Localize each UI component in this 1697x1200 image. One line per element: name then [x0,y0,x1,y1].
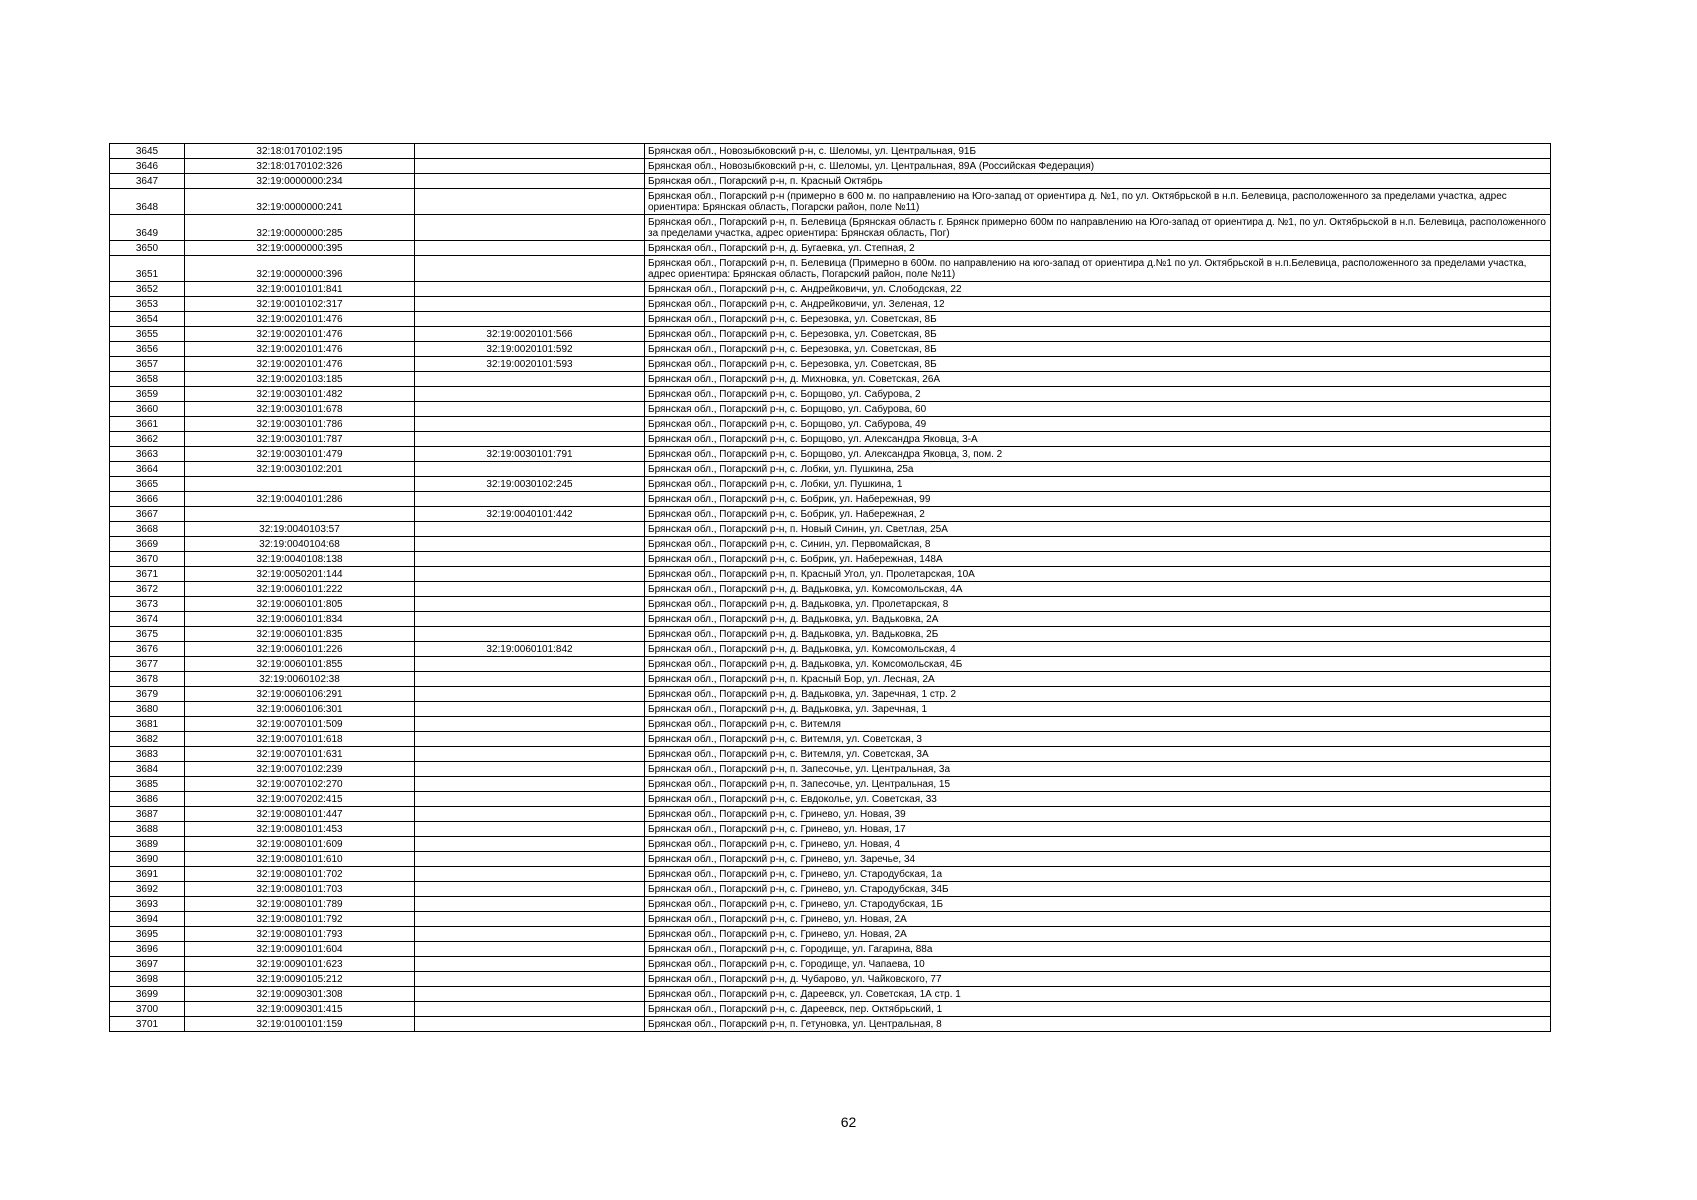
object-number-cell [415,492,645,507]
object-number-cell: 32:19:0020101:593 [415,357,645,372]
address-cell: Брянская обл., Погарский р-н, с. Березовка, ул. Советская, 8Б [645,327,1551,342]
object-number-cell [415,174,645,189]
cadastral-number-cell [185,507,415,522]
address-cell: Брянская обл., Погарский р-н, с. Дареевск, ул. Советская, 1А стр. 1 [645,987,1551,1002]
row-number-cell: 3682 [110,732,185,747]
table-row [110,717,1551,732]
object-number-cell [415,792,645,807]
object-number-cell [415,372,645,387]
cadastral-number-cell: 32:19:0080101:447 [185,807,415,822]
row-number-cell: 3681 [110,717,185,732]
address-cell: Брянская обл., Погарский р-н, с. Витемля [645,717,1551,732]
address-cell: Брянская обл., Погарский р-н, д. Вадьковка, ул. Комсомольская, 4Б [645,657,1551,672]
address-cell: Брянская обл., Погарский р-н, с. Гринево, ул. Новая, 4 [645,837,1551,852]
object-number-cell [415,159,645,174]
cadastral-number-cell: 32:19:0030102:201 [185,462,415,477]
address-cell: Брянская обл., Погарский р-н, с. Борщово, ул. Александра Яковца, 3, пом. 2 [645,447,1551,462]
cadastral-number-cell: 32:19:0080101:793 [185,927,415,942]
row-number-cell: 3692 [110,882,185,897]
cadastral-number-cell: 32:19:0020103:185 [185,372,415,387]
row-number-cell: 3674 [110,612,185,627]
cadastral-number-cell: 32:19:0060101:805 [185,597,415,612]
row-number-cell: 3646 [110,159,185,174]
table-row [110,174,1551,189]
object-number-cell [415,822,645,837]
address-cell: Брянская обл., Погарский р-н, п. Красный Угол, ул. Пролетарская, 10А [645,567,1551,582]
table-row [110,747,1551,762]
table-row [110,537,1551,552]
cadastral-number-cell: 32:19:0060102:38 [185,672,415,687]
table-row [110,627,1551,642]
address-cell: Брянская обл., Погарский р-н, с. Борщово, ул. Александра Яковца, 3-А [645,432,1551,447]
row-number-cell: 3697 [110,957,185,972]
address-cell: Брянская обл., Погарский р-н, с. Березовка, ул. Советская, 8Б [645,357,1551,372]
address-cell: Брянская обл., Погарский р-н, п. Белевица (Примерно в 600м. по направлению на юго-запад от ориентира д.№1 по ул. Октябрьской в н.п.Белевица, расположенного за пределами участка, адрес ориентира: Брянская область, Погарский район, поле №11) [645,256,1551,282]
row-number-cell: 3660 [110,402,185,417]
table-row [110,567,1551,582]
table-row [110,241,1551,256]
table-row [110,552,1551,567]
table-row [110,882,1551,897]
row-number-cell: 3665 [110,477,185,492]
object-number-cell [415,972,645,987]
table-row [110,342,1551,357]
object-number-cell [415,687,645,702]
cadastral-number-cell: 32:19:0090301:415 [185,1002,415,1017]
object-number-cell [415,957,645,972]
object-number-cell: 32:19:0020101:566 [415,327,645,342]
address-cell: Брянская обл., Погарский р-н, п. Гетуновка, ул. Центральная, 8 [645,1017,1551,1032]
table-row [110,822,1551,837]
cadastral-number-cell: 32:19:0100101:159 [185,1017,415,1032]
table-row [110,837,1551,852]
table-row [110,327,1551,342]
row-number-cell: 3653 [110,297,185,312]
address-cell: Брянская обл., Погарский р-н, д. Вадьковка, ул. Пролетарская, 8 [645,597,1551,612]
table-row [110,492,1551,507]
address-cell: Брянская обл., Новозыбковский р-н, с. Шеломы, ул. Центральная, 91Б [645,144,1551,159]
cadastral-number-cell: 32:19:0000000:241 [185,189,415,215]
row-number-cell: 3685 [110,777,185,792]
row-number-cell: 3662 [110,432,185,447]
table-body [110,144,1551,1032]
table-row [110,657,1551,672]
table-row [110,687,1551,702]
cadastral-number-cell: 32:19:0000000:285 [185,215,415,241]
object-number-cell [415,189,645,215]
address-cell: Брянская обл., Погарский р-н, с. Городище, ул. Гагарина, 88а [645,942,1551,957]
address-cell: Брянская обл., Погарский р-н, с. Гринево, ул. Стародубская, 34Б [645,882,1551,897]
row-number-cell: 3669 [110,537,185,552]
row-number-cell: 3700 [110,1002,185,1017]
cadastral-number-cell: 32:19:0080101:792 [185,912,415,927]
address-cell: Брянская обл., Погарский р-н, с. Дареевск, пер. Октябрьский, 1 [645,1002,1551,1017]
table-row [110,672,1551,687]
cadastral-number-cell: 32:19:0090101:623 [185,957,415,972]
object-number-cell [415,912,645,927]
row-number-cell: 3667 [110,507,185,522]
address-cell: Брянская обл., Погарский р-н, с. Гринево, ул. Новая, 2А [645,927,1551,942]
table-row [110,387,1551,402]
cadastral-number-cell: 32:19:0040103:57 [185,522,415,537]
table-row [110,282,1551,297]
cadastral-number-cell: 32:19:0060101:855 [185,657,415,672]
address-cell: Брянская обл., Погарский р-н, с. Андрейковичи, ул. Зеленая, 12 [645,297,1551,312]
address-cell: Брянская обл., Погарский р-н, с. Бобрик, ул. Набережная, 2 [645,507,1551,522]
table-row [110,912,1551,927]
object-number-cell [415,867,645,882]
cadastral-number-cell: 32:18:0170102:195 [185,144,415,159]
cadastral-number-cell: 32:19:0030101:786 [185,417,415,432]
cadastral-number-cell: 32:19:0090301:308 [185,987,415,1002]
row-number-cell: 3677 [110,657,185,672]
row-number-cell: 3658 [110,372,185,387]
row-number-cell: 3645 [110,144,185,159]
row-number-cell: 3691 [110,867,185,882]
address-cell: Брянская обл., Погарский р-н, с. Витемля, ул. Советская, 3 [645,732,1551,747]
address-cell: Брянская обл., Погарский р-н, п. Запесочье, ул. Центральная, 3а [645,762,1551,777]
row-number-cell: 3656 [110,342,185,357]
object-number-cell [415,747,645,762]
object-number-cell: 32:19:0060101:842 [415,642,645,657]
address-cell: Брянская обл., Погарский р-н, д. Вадьковка, ул. Вадьковка, 2Б [645,627,1551,642]
row-number-cell: 3689 [110,837,185,852]
object-number-cell [415,417,645,432]
object-number-cell: 32:19:0040101:442 [415,507,645,522]
row-number-cell: 3649 [110,215,185,241]
object-number-cell: 32:19:0030102:245 [415,477,645,492]
row-number-cell: 3683 [110,747,185,762]
cadastral-number-cell: 32:19:0060101:835 [185,627,415,642]
table-row [110,792,1551,807]
address-cell: Брянская обл., Погарский р-н, с. Гринево, ул. Новая, 2А [645,912,1551,927]
object-number-cell [415,312,645,327]
cadastral-number-cell: 32:19:0080101:703 [185,882,415,897]
object-number-cell [415,241,645,256]
row-number-cell: 3701 [110,1017,185,1032]
object-number-cell [415,702,645,717]
address-cell: Брянская обл., Погарский р-н, с. Лобки, ул. Пушкина, 25а [645,462,1551,477]
object-number-cell [415,627,645,642]
address-cell: Брянская обл., Погарский р-н, д. Бугаевка, ул. Степная, 2 [645,241,1551,256]
object-number-cell [415,927,645,942]
table-row [110,1017,1551,1032]
row-number-cell: 3670 [110,552,185,567]
table-row [110,159,1551,174]
row-number-cell: 3673 [110,597,185,612]
address-cell: Брянская обл., Погарский р-н, с. Евдоколье, ул. Советская, 33 [645,792,1551,807]
object-number-cell [415,552,645,567]
row-number-cell: 3696 [110,942,185,957]
row-number-cell: 3687 [110,807,185,822]
address-cell: Брянская обл., Погарский р-н, с. Борщово, ул. Сабурова, 2 [645,387,1551,402]
page-number: 62 [840,1114,857,1130]
cadastral-number-cell: 32:19:0080101:702 [185,867,415,882]
address-cell: Брянская обл., Погарский р-н, д. Чубарово, ул. Чайковского, 77 [645,972,1551,987]
address-cell: Брянская обл., Погарский р-н, с. Гринево, ул. Новая, 17 [645,822,1551,837]
cadastral-number-cell: 32:19:0020101:476 [185,357,415,372]
address-cell: Брянская обл., Погарский р-н, п. Новый Синин, ул. Светлая, 25А [645,522,1551,537]
address-cell: Брянская обл., Погарский р-н, п. Запесочье, ул. Центральная, 15 [645,777,1551,792]
row-number-cell: 3686 [110,792,185,807]
table-row [110,732,1551,747]
object-number-cell [415,837,645,852]
cadastral-number-cell: 32:19:0040104:68 [185,537,415,552]
object-number-cell [415,942,645,957]
table-row [110,612,1551,627]
table-row [110,762,1551,777]
table-row [110,522,1551,537]
table-row [110,702,1551,717]
table-row [110,987,1551,1002]
row-number-cell: 3695 [110,927,185,942]
table-row [110,777,1551,792]
object-number-cell [415,657,645,672]
row-number-cell: 3688 [110,822,185,837]
cadastral-number-cell: 32:19:0060101:222 [185,582,415,597]
address-cell: Брянская обл., Погарский р-н, с. Березовка, ул. Советская, 8Б [645,342,1551,357]
address-cell: Брянская обл., Новозыбковский р-н, с. Шеломы, ул. Центральная, 89А (Российская Федерация) [645,159,1551,174]
table-row [110,897,1551,912]
row-number-cell: 3668 [110,522,185,537]
row-number-cell: 3650 [110,241,185,256]
table-row [110,957,1551,972]
cadastral-number-cell: 32:19:0070102:270 [185,777,415,792]
row-number-cell: 3648 [110,189,185,215]
cadastral-number-cell: 32:19:0030101:787 [185,432,415,447]
row-number-cell: 3679 [110,687,185,702]
object-number-cell [415,522,645,537]
cadastral-number-cell: 32:19:0080101:609 [185,837,415,852]
address-cell: Брянская обл., Погарский р-н (примерно в 600 м. по направлению на Юго-запад от ориентира д. №1, по ул. Октябрьской в н.п. Белевица, расположенного за пределами участка, адрес ориентира: Брянская область, Погарски район, поле №11) [645,189,1551,215]
object-number-cell [415,567,645,582]
row-number-cell: 3675 [110,627,185,642]
row-number-cell: 3693 [110,897,185,912]
cadastral-number-cell: 32:19:0010101:841 [185,282,415,297]
row-number-cell: 3676 [110,642,185,657]
address-cell: Брянская обл., Погарский р-н, с. Березовка, ул. Советская, 8Б [645,312,1551,327]
address-cell: Брянская обл., Погарский р-н, п. Красный Бор, ул. Лесная, 2А [645,672,1551,687]
cadastral-number-cell: 32:19:0080101:789 [185,897,415,912]
table-row [110,144,1551,159]
row-number-cell: 3661 [110,417,185,432]
table-row [110,807,1551,822]
row-number-cell: 3690 [110,852,185,867]
cadastral-number-cell: 32:19:0080101:610 [185,852,415,867]
table-row [110,597,1551,612]
table-row [110,462,1551,477]
cadastral-number-cell: 32:19:0020101:476 [185,327,415,342]
row-number-cell: 3651 [110,256,185,282]
cadastral-number-cell: 32:19:0060101:226 [185,642,415,657]
object-number-cell [415,1002,645,1017]
table-row [110,417,1551,432]
row-number-cell: 3655 [110,327,185,342]
object-number-cell [415,537,645,552]
cadastral-number-cell: 32:19:0080101:453 [185,822,415,837]
cadastral-number-cell: 32:19:0030101:479 [185,447,415,462]
address-cell: Брянская обл., Погарский р-н, п. Белевица (Брянская область г. Брянск примерно 600м по направлению на Юго-запад от ориентира д. №1, по ул. Октябрьской в н.п. Белевица, расположенного за пределами участка, адрес ориентира: Брянская область, Пог) [645,215,1551,241]
cadastral-number-cell: 32:19:0000000:234 [185,174,415,189]
row-number-cell: 3671 [110,567,185,582]
object-number-cell [415,762,645,777]
table-row [110,1002,1551,1017]
row-number-cell: 3699 [110,987,185,1002]
cadastral-number-cell: 32:19:0070101:509 [185,717,415,732]
address-cell: Брянская обл., Погарский р-н, с. Бобрик, ул. Набережная, 99 [645,492,1551,507]
object-number-cell [415,462,645,477]
object-number-cell [415,897,645,912]
object-number-cell [415,402,645,417]
cadastral-number-cell: 32:18:0170102:326 [185,159,415,174]
row-number-cell: 3666 [110,492,185,507]
cadastral-number-cell: 32:19:0090101:604 [185,942,415,957]
object-number-cell [415,297,645,312]
object-number-cell [415,732,645,747]
cadastral-number-cell: 32:19:0000000:395 [185,241,415,256]
object-number-cell [415,987,645,1002]
object-number-cell [415,882,645,897]
object-number-cell [415,282,645,297]
object-number-cell [415,852,645,867]
row-number-cell: 3684 [110,762,185,777]
row-number-cell: 3694 [110,912,185,927]
object-number-cell [415,387,645,402]
cadastral-number-cell: 32:19:0030101:482 [185,387,415,402]
cadastral-number-cell: 32:19:0020101:476 [185,312,415,327]
table-row [110,477,1551,492]
registry-table [109,143,1551,1032]
table-row [110,215,1551,241]
row-number-cell: 3659 [110,387,185,402]
row-number-cell: 3663 [110,447,185,462]
table-row [110,972,1551,987]
row-number-cell: 3657 [110,357,185,372]
object-number-cell [415,597,645,612]
cadastral-number-cell: 32:19:0050201:144 [185,567,415,582]
address-cell: Брянская обл., Погарский р-н, п. Красный Октябрь [645,174,1551,189]
table-row [110,402,1551,417]
table-row [110,297,1551,312]
cadastral-number-cell: 32:19:0070101:631 [185,747,415,762]
address-cell: Брянская обл., Погарский р-н, с. Гринево, ул. Новая, 39 [645,807,1551,822]
cadastral-number-cell: 32:19:0030101:678 [185,402,415,417]
table-row [110,312,1551,327]
object-number-cell [415,582,645,597]
address-cell: Брянская обл., Погарский р-н, д. Вадьковка, ул. Вадьковка, 2А [645,612,1551,627]
table-row [110,582,1551,597]
table-row [110,189,1551,215]
table-row [110,507,1551,522]
table-row [110,927,1551,942]
row-number-cell: 3678 [110,672,185,687]
table-row [110,642,1551,657]
table-row [110,852,1551,867]
row-number-cell: 3664 [110,462,185,477]
address-cell: Брянская обл., Погарский р-н, с. Городище, ул. Чапаева, 10 [645,957,1551,972]
object-number-cell [415,432,645,447]
cadastral-number-cell: 32:19:0070102:239 [185,762,415,777]
address-cell: Брянская обл., Погарский р-н, с. Гринево, ул. Стародубская, 1Б [645,897,1551,912]
address-cell: Брянская обл., Погарский р-н, с. Гринево, ул. Заречье, 34 [645,852,1551,867]
table-row [110,867,1551,882]
cadastral-number-cell: 32:19:0060106:291 [185,687,415,702]
address-cell: Брянская обл., Погарский р-н, с. Борщово, ул. Сабурова, 49 [645,417,1551,432]
row-number-cell: 3698 [110,972,185,987]
address-cell: Брянская обл., Погарский р-н, с. Гринево, ул. Стародубская, 1а [645,867,1551,882]
row-number-cell: 3654 [110,312,185,327]
object-number-cell [415,717,645,732]
table-row [110,942,1551,957]
cadastral-number-cell: 32:19:0070101:618 [185,732,415,747]
address-cell: Брянская обл., Погарский р-н, д. Вадьковка, ул. Заречная, 1 стр. 2 [645,687,1551,702]
table-row [110,447,1551,462]
object-number-cell [415,777,645,792]
object-number-cell [415,256,645,282]
cadastral-number-cell: 32:19:0040101:286 [185,492,415,507]
object-number-cell [415,1017,645,1032]
address-cell: Брянская обл., Погарский р-н, с. Синин, ул. Первомайская, 8 [645,537,1551,552]
address-cell: Брянская обл., Погарский р-н, д. Вадьковка, ул. Комсомольская, 4А [645,582,1551,597]
address-cell: Брянская обл., Погарский р-н, с. Андрейковичи, ул. Слободская, 22 [645,282,1551,297]
row-number-cell: 3647 [110,174,185,189]
cadastral-number-cell: 32:19:0010102:317 [185,297,415,312]
address-cell: Брянская обл., Погарский р-н, с. Лобки, ул. Пушкина, 1 [645,477,1551,492]
table-row [110,256,1551,282]
table-row [110,357,1551,372]
cadastral-number-cell: 32:19:0090105:212 [185,972,415,987]
address-cell: Брянская обл., Погарский р-н, д. Вадьковка, ул. Комсомольская, 4 [645,642,1551,657]
address-cell: Брянская обл., Погарский р-н, д. Михновка, ул. Советская, 26А [645,372,1551,387]
table-row [110,372,1551,387]
cadastral-number-cell: 32:19:0040108:138 [185,552,415,567]
object-number-cell: 32:19:0030101:791 [415,447,645,462]
object-number-cell [415,672,645,687]
row-number-cell: 3680 [110,702,185,717]
row-number-cell: 3652 [110,282,185,297]
address-cell: Брянская обл., Погарский р-н, с. Витемля, ул. Советская, 3А [645,747,1551,762]
object-number-cell [415,144,645,159]
object-number-cell: 32:19:0020101:592 [415,342,645,357]
address-cell: Брянская обл., Погарский р-н, с. Борщово, ул. Сабурова, 60 [645,402,1551,417]
cadastral-number-cell: 32:19:0060106:301 [185,702,415,717]
cadastral-number-cell: 32:19:0000000:396 [185,256,415,282]
cadastral-number-cell [185,477,415,492]
cadastral-number-cell: 32:19:0060101:834 [185,612,415,627]
object-number-cell [415,807,645,822]
row-number-cell: 3672 [110,582,185,597]
object-number-cell [415,612,645,627]
object-number-cell [415,215,645,241]
cadastral-number-cell: 32:19:0070202:415 [185,792,415,807]
cadastral-number-cell: 32:19:0020101:476 [185,342,415,357]
address-cell: Брянская обл., Погарский р-н, с. Бобрик, ул. Набережная, 148А [645,552,1551,567]
address-cell: Брянская обл., Погарский р-н, д. Вадьковка, ул. Заречная, 1 [645,702,1551,717]
table-row [110,432,1551,447]
